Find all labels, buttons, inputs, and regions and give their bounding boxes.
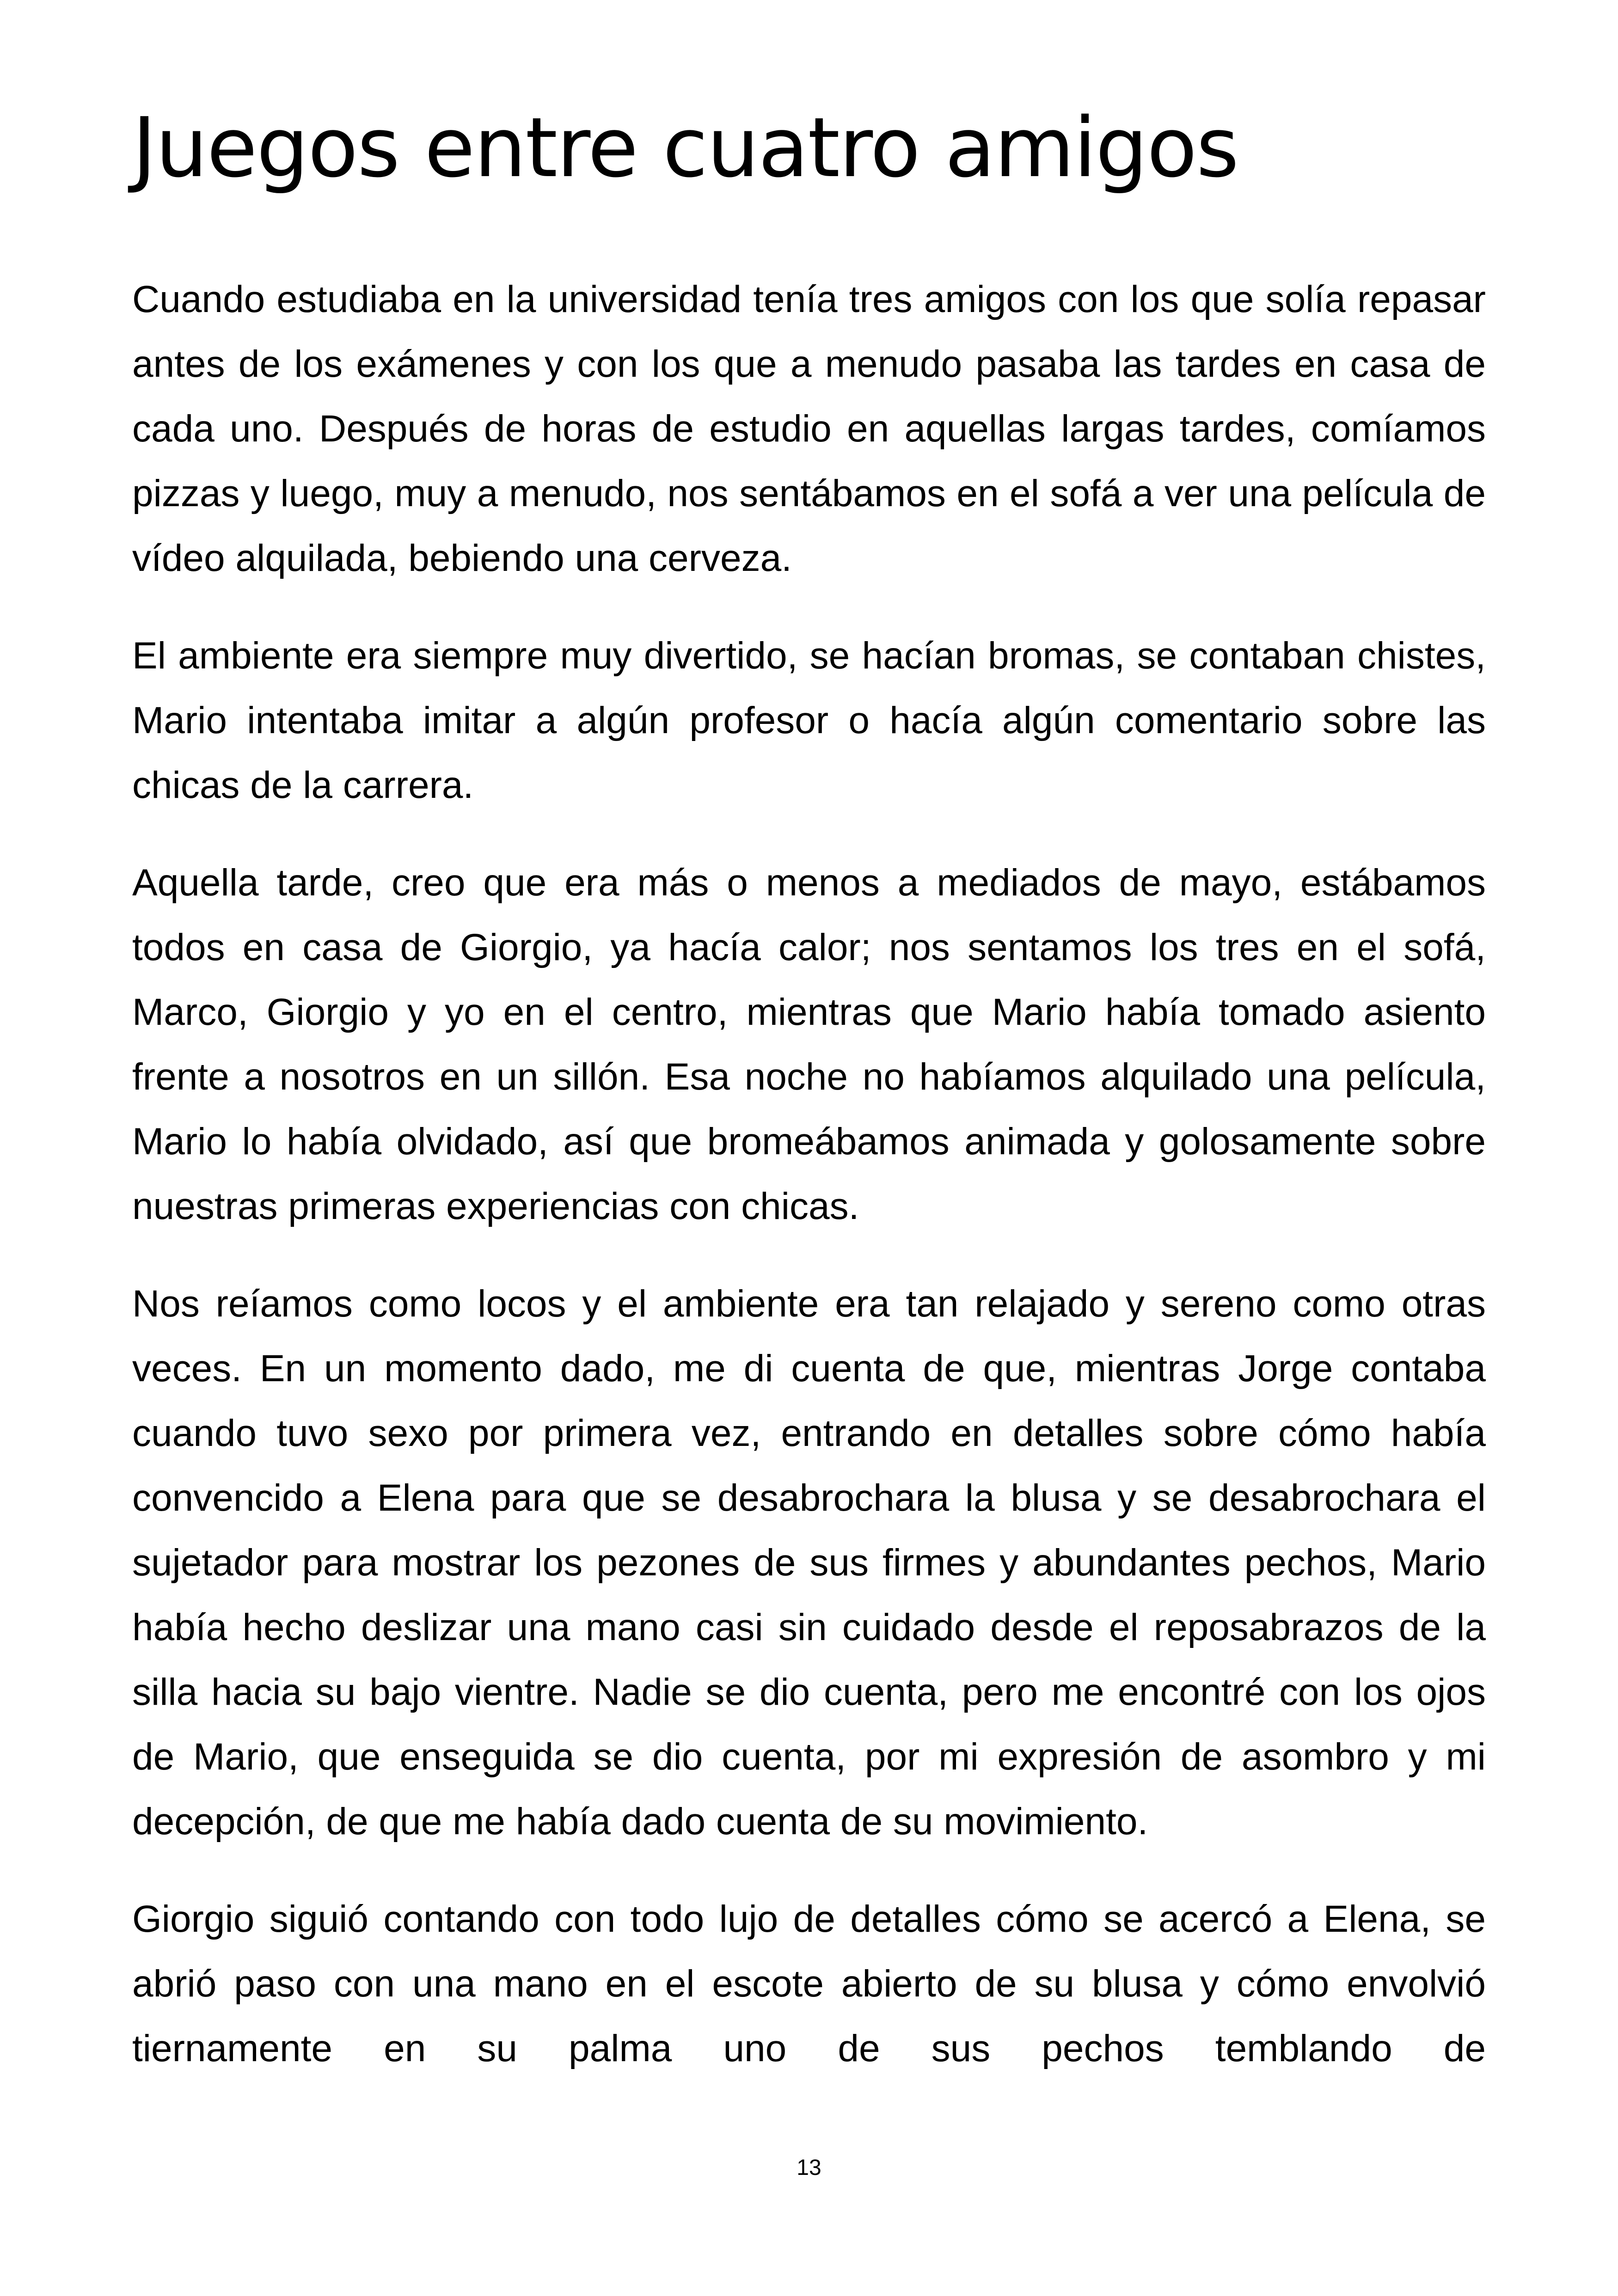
body-text	[132, 267, 1486, 2081]
paragraph-5: Giorgio siguió contando con todo lujo de detalles cómo se acercó a Elena, se abrió paso con una mano en el escote abierto de su blusa y cómo envolvió tiernamente en su palma uno de sus pechos temblando de	[132, 1898, 1486, 2069]
paragraph-3: Aquella tarde, creo que era más o menos a mediados de mayo, estábamos todos en casa de Giorgio, ya hacía calor; nos sentamos los tres en el sofá, Marco, Giorgio y yo en el centro, mientras que Mario había tomado asiento frente a nosotros en un sillón. Esa noche no habíamos alquilado una película, Mario lo había olvidado, así que bromeábamos animada y golosamente sobre nuestras primeras experiencias con chicas.	[132, 862, 1486, 1227]
page-title: Juegos entre cuatro amigos	[132, 100, 1238, 196]
paragraph-4: Nos reíamos como locos y el ambiente era tan relajado y sereno como otras veces. En un momento dado, me di cuenta de que, mientras Jorge contaba cuando tuvo sexo por primera vez, entrando en detalles sobre cómo había convencido a Elena para que se desabrochara la blusa y se desabrochara el sujetador para mostrar los pezones de sus firmes y abundantes pechos, Mario había hecho deslizar una mano casi sin cuidado desde el reposabrazos de la silla hacia su bajo vientre. Nadie se dio cuenta, pero me encontré con los ojos de Mario, que enseguida se dio cuenta, por mi expresión de asombro y mi decepción, de que me había dado cuenta de su movimiento.	[132, 1283, 1486, 1843]
page-number: 13	[797, 2155, 821, 2180]
paragraph-1: Cuando estudiaba en la universidad tenía tres amigos con los que solía repasar antes de los exámenes y con los que a menudo pasaba las tardes en casa de cada uno. Después de horas de estudio en aquellas largas tardes, comíamos pizzas y luego, muy a menudo, nos sentábamos en el sofá a ver una película de vídeo alquilada, bebiendo una cerveza.	[132, 278, 1486, 579]
paragraph-2: El ambiente era siempre muy divertido, se hacían bromas, se contaban chistes, Mario intentaba imitar a algún profesor o hacía algún comentario sobre las chicas de la carrera.	[132, 635, 1486, 806]
